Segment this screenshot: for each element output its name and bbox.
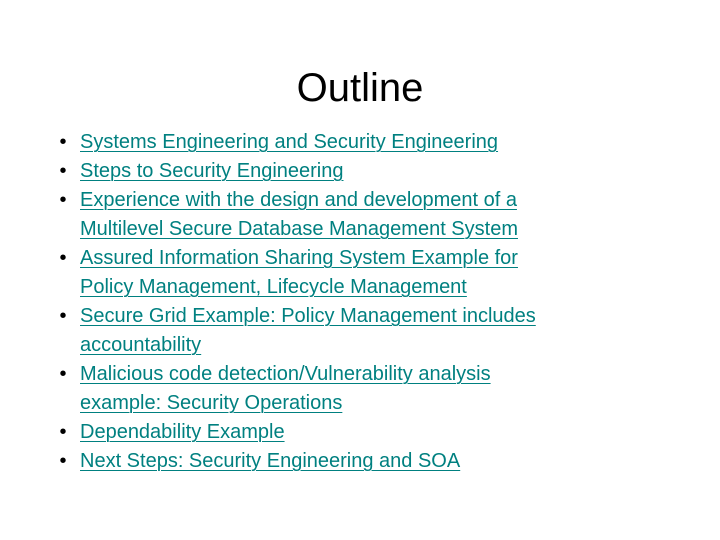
link-text-line: Next Steps: Security Engineering and SOA (80, 450, 461, 472)
link-text-line: Secure Grid Example: Policy Management includes (80, 305, 536, 327)
link-text-line: Systems Engineering and Security Engineering (80, 131, 499, 153)
link-text-line: Malicious code detection/Vulnerability analysis (80, 363, 491, 385)
bullet-dot-icon: • (59, 421, 67, 443)
link-text-line: example: Security Operations (80, 392, 343, 414)
bullet-dot-icon: • (59, 189, 67, 211)
outline-item-assured-info-sharing (56, 244, 676, 302)
outline-link-next-steps[interactable] (80, 447, 676, 476)
outline-link-steps[interactable] (80, 157, 676, 186)
outline-link-systems-engineering[interactable] (80, 128, 676, 157)
bullet-dot-icon: • (59, 160, 67, 182)
link-text-line: Policy Management, Lifecycle Management (80, 276, 467, 298)
outline-item-mls-dbms (56, 186, 676, 244)
outline-item-steps (56, 157, 676, 186)
link-text-line: Multilevel Secure Database Management System (80, 218, 518, 240)
outline-list (56, 128, 676, 476)
outline-item-next-steps (56, 447, 676, 476)
outline-item-malicious-code (56, 360, 676, 418)
outline-link-malicious-code[interactable] (80, 360, 676, 418)
outline-item-secure-grid (56, 302, 676, 360)
outline-item-systems-engineering (56, 128, 676, 157)
link-text-line: Experience with the design and development of a (80, 189, 517, 211)
bullet-dot-icon: • (59, 131, 67, 153)
link-text-line: Assured Information Sharing System Example for (80, 247, 518, 269)
outline-item-dependability (56, 418, 676, 447)
link-text-line: Steps to Security Engineering (80, 160, 344, 182)
outline-link-assured-info-sharing[interactable] (80, 244, 676, 302)
bullet-dot-icon: • (59, 305, 67, 327)
link-text-line: Dependability Example (80, 421, 285, 443)
bullet-dot-icon: • (59, 450, 67, 472)
outline-link-dependability[interactable] (80, 418, 676, 447)
slide-title: Outline (296, 66, 424, 110)
link-text-line: accountability (80, 334, 202, 356)
outline-link-mls-dbms[interactable] (80, 186, 676, 244)
bullet-dot-icon: • (59, 247, 67, 269)
bullet-dot-icon: • (59, 363, 67, 385)
outline-link-secure-grid[interactable] (80, 302, 676, 360)
